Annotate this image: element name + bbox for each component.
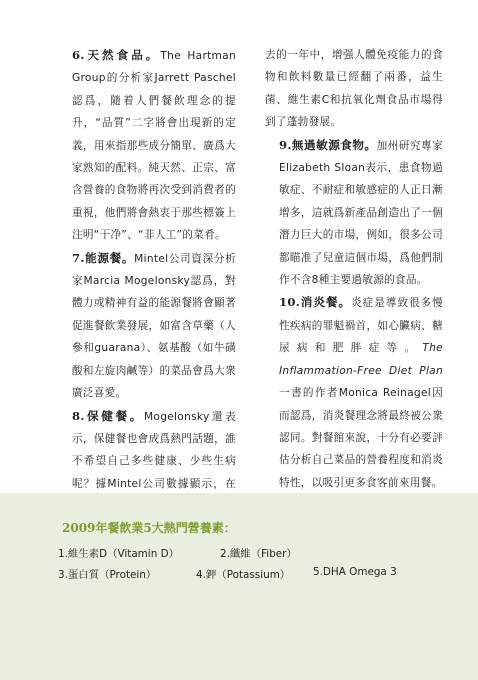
nutrient-item: 2.纖維（Fiber） bbox=[220, 548, 297, 560]
trend-7-body: Mintel公司資深分析家Marcia Mogelonsky認爲，對體力或精神有益的能源餐將會顯著促進餐飲業發展，如富含草藥（人參和guarana）、氨基酸（如牛磺酸和左旋肉鹹等）的菜品會爲大衆廣泛喜愛。 bbox=[72, 252, 237, 400]
right-column bbox=[265, 44, 443, 489]
left-column bbox=[58, 44, 237, 490]
trend-8-continued: 去的一年中，增强人體免疫能力的食物和飲料數量已經翻了兩番，益生菌、維生素C和抗氧化劑食品市場得到了蓬勃發展。 bbox=[265, 49, 443, 129]
trend-7-heading: 7.能源餐。 bbox=[72, 250, 135, 265]
nutrient-item: 5.DHA Omega 3 bbox=[313, 566, 397, 578]
nutrient-item: 4.鉀（Potassium） bbox=[196, 569, 291, 581]
article-columns bbox=[58, 44, 443, 490]
trend-9-heading: 9.無過敏源食物。 bbox=[279, 137, 377, 152]
nutrient-item: 3.蛋白質（Protein） bbox=[58, 569, 157, 581]
trend-6-body: The Hartman Group的分析家Jarrett Paschel認爲，隨着人們餐飲理念的提升，“品質”二字將會出現新的定義，用來指那些成分簡單、廣爲大家熟知的配料。純天然、正宗、富含營養的食物將再次受到消費者的重視，他們將會熱衷于那些標簽上注明“干净”、“非人工”的菜肴。 bbox=[72, 50, 236, 242]
trend-6-paragraph bbox=[58, 44, 236, 247]
trend-10-body-a: 炎症是導致很多慢性疾病的罪魁禍首，如心臟病、糖尿病和肥胖症等。 bbox=[279, 297, 443, 355]
trend-6-heading: 6.天然食品。 bbox=[72, 48, 161, 62]
trend-10-body-b: 一書的作者Monica Reinagel因而認爲，消炎餐理念將最終被公衆認同。對餐館來說，十分有必要評估分析自己菜品的營養程度和消炎特性，以吸引更多食客前來用餐。 bbox=[279, 387, 443, 489]
trend-7-paragraph bbox=[58, 247, 236, 405]
nutrients-title: 2009年餐飲業5大熱門營養素： bbox=[62, 521, 236, 535]
trend-9-body: 加州研究專家Elizabeth Sloan表示，患食物過敏症、不耐症和敏感症的人正日漸增多，這就爲新產品創造出了一個潛力巨大的市場，例如，很多公司都瞄准了兒童這個市場，爲他們制作不含8種主要過敏源的食品。 bbox=[279, 139, 443, 287]
nutrient-item: 1.維生素D（Vitamin D） bbox=[58, 548, 179, 560]
trend-9-paragraph bbox=[265, 134, 443, 292]
book-title: The Inflammation-Free Diet Plan bbox=[279, 342, 443, 377]
trend-8-body: Mogelonsky還表示，保健餐也會成爲熱門話題，誰不希望自己多些健康、少些生病呢？據Mintel公司數據顯示，在 bbox=[72, 410, 236, 490]
nutrients-box bbox=[0, 493, 478, 680]
trend-10-heading: 10.消炎餐。 bbox=[279, 295, 352, 310]
trend-10-paragraph bbox=[265, 291, 443, 494]
trend-8-heading: 8.保健餐。 bbox=[72, 408, 144, 423]
